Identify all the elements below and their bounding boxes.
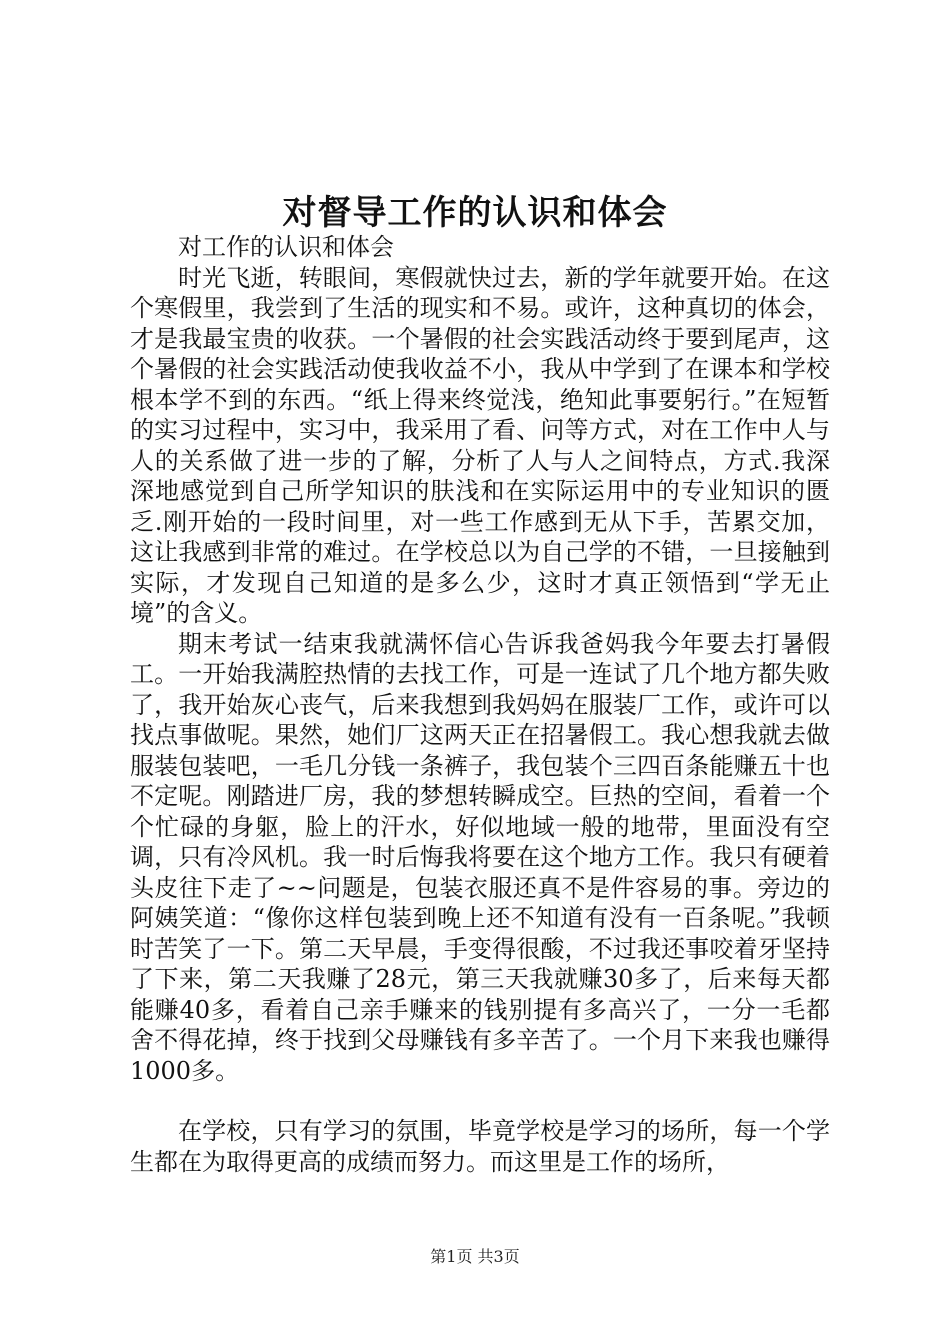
document-body (130, 232, 830, 1177)
document-title: 对督导工作的认识和体会 (282, 193, 668, 233)
paragraph-1: 时光飞逝，转眼间，寒假就快过去，新的学年就要开始。在这个寒假里，我尝到了生活的现实和不易。或许，这种真切的体会，才是我最宝贵的收获。一个暑假的社会实践活动终于要到尾声，这个暑假的社会实践活动使我收益不小，我从中学到了在课本和学校根本学不到的东西。“纸上得来终觉浅，绝知此事要躬行。”在短暂的实习过程中，实习中，我采用了看、问等方式，对在工作中人与人的关系做了进一步的了解，分析了人与人之间特点，方式.我深深地感觉到自己所学知识的肤浅和在实际运用中的专业知识的匮乏.刚开始的一段时间里，对一些工作感到无从下手，苦累交加，这让我感到非常的难过。在学校总以为自己学的不错，一旦接触到实际，才发现自己知道的是多么少，这时才真正领悟到“学无止境”的含义。 (130, 263, 830, 627)
paragraph-3: 在学校，只有学习的氛围，毕竟学校是学习的场所，每一个学生都在为取得更高的成绩而努力。而这里是工作的场所， (130, 1117, 830, 1176)
paragraph-2: 期末考试一结束我就满怀信心告诉我爸妈我今年要去打暑假工。一开始我满腔热情的去找工作，可是一连试了几个地方都失败了，我开始灰心丧气，后来我想到我妈妈在服装厂工作，或许可以找点事做呢。果然，她们厂这两天正在招暑假工。我心想我就去做服装包装吧，一毛几分钱一条裤子，我包装个三四百条能赚五十也不定呢。刚踏进厂房，我的梦想转瞬成空。巨热的空间，看着一个个忙碌的身躯，脸上的汗水，好似地域一般的地带，里面没有空调，只有冷风机。我一时后悔我将要在这个地方工作。我只有硬着头皮往下走了~~问题是，包装衣服还真不是件容易的事。旁边的阿姨笑道：“像你这样包装到晚上还不知道有没有一百条呢。”我顿时苦笑了一下。第二天早晨，手变得很酸，不过我还事咬着牙坚持了下来，第二天我赚了28元，第三天我就赚30多了，后来每天都能赚40多，看着自己亲手赚来的钱别提有多高兴了，一分一毛都舍不得花掉，终于找到父母赚钱有多辛苦了。一个月下来我也赚得1000多。 (130, 629, 830, 1085)
page-footer: 第1页 共3页 (430, 1247, 520, 1266)
document-subtitle: 对工作的认识和体会 (178, 233, 394, 261)
